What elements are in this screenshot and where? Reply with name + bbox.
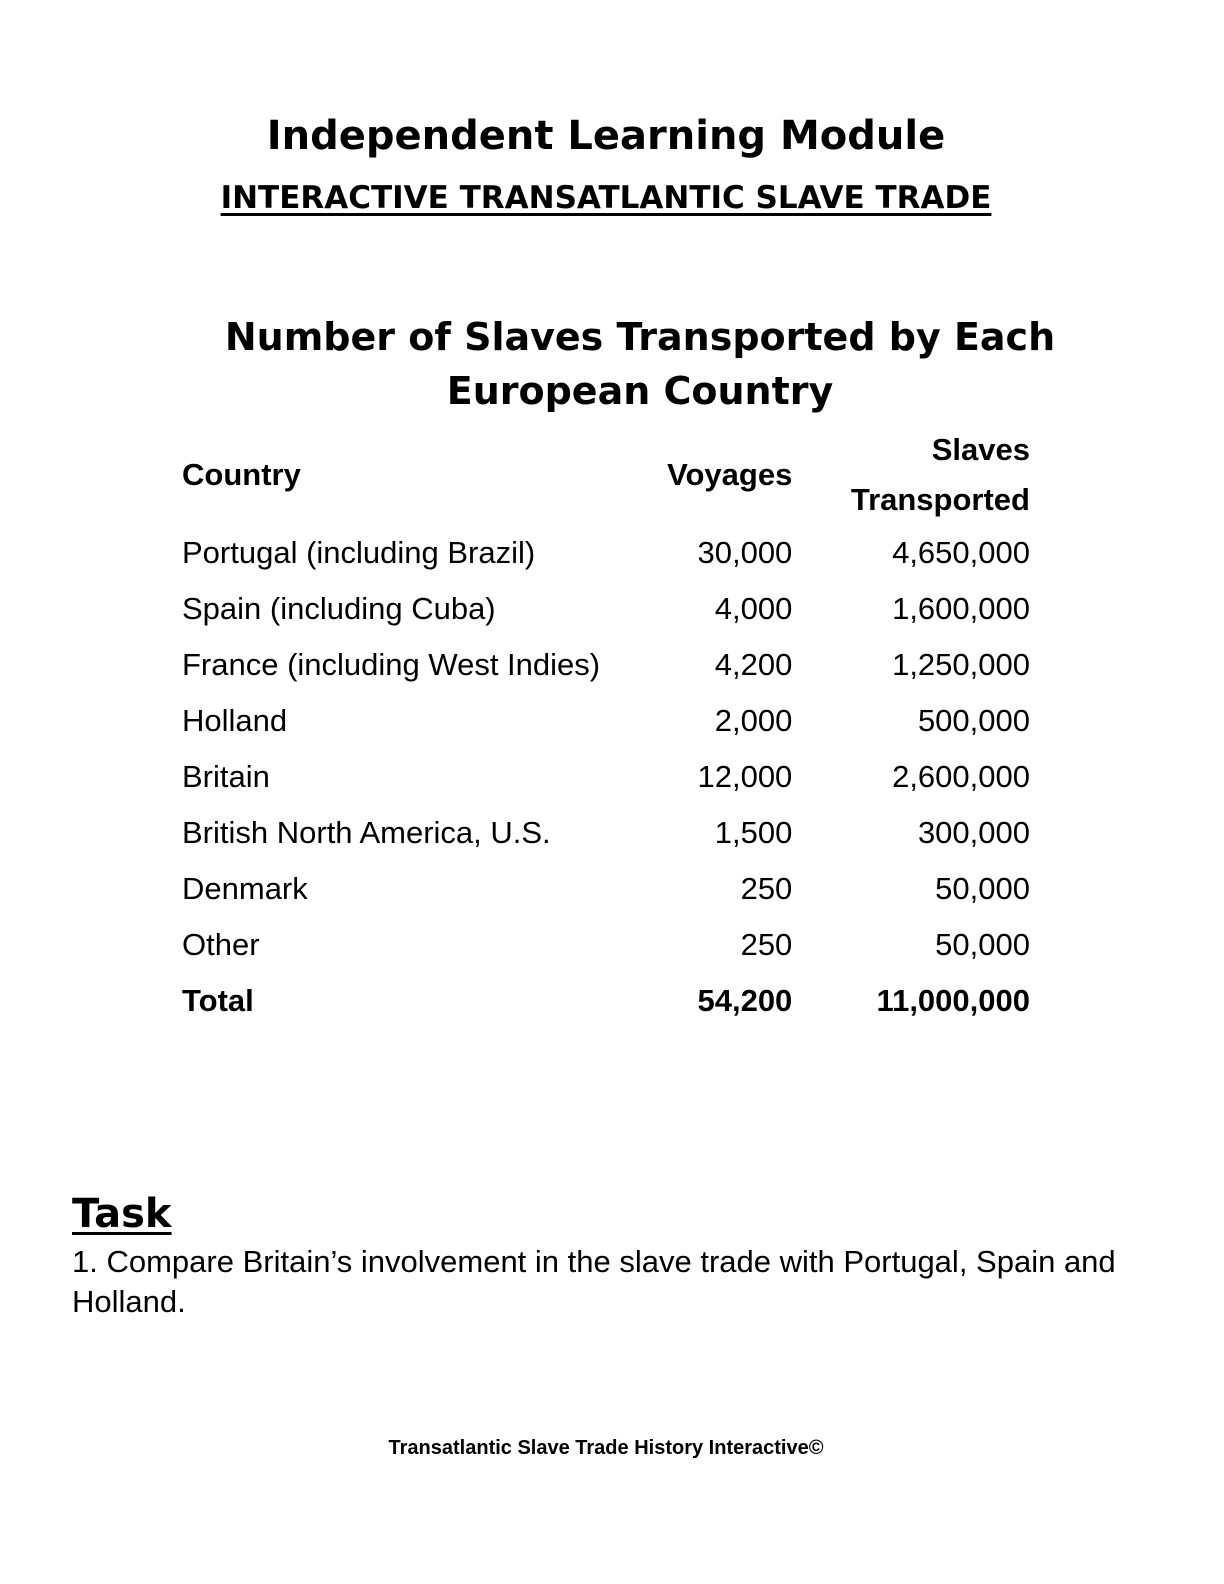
voyages-cell: 4,200 bbox=[714, 647, 793, 682]
country-cell: Holland bbox=[182, 703, 288, 738]
slaves-cell: 1,600,000 bbox=[892, 591, 1030, 626]
voyages-cell: 2,000 bbox=[714, 703, 793, 738]
country-cell: France (including West Indies) bbox=[182, 647, 601, 682]
country-cell: Britain bbox=[182, 759, 270, 794]
country-cell: Spain (including Cuba) bbox=[182, 591, 496, 626]
country-cell: Denmark bbox=[182, 871, 308, 906]
country-cell: British North America, U.S. bbox=[182, 815, 551, 850]
slaves-cell: 50,000 bbox=[935, 927, 1030, 962]
footer-text: Transatlantic Slave Trade History Interactive© bbox=[388, 1437, 824, 1459]
module-subtitle-text: INTERACTIVE TRANSATLANTIC SLAVE TRADE bbox=[220, 180, 992, 216]
table-row bbox=[176, 581, 1036, 637]
table-row bbox=[176, 749, 1036, 805]
column-header-country: Country bbox=[182, 457, 301, 492]
table-row bbox=[176, 525, 1036, 581]
table-row bbox=[176, 637, 1036, 693]
slaves-cell: 4,650,000 bbox=[892, 535, 1030, 570]
slave-trade-table bbox=[176, 425, 1036, 1029]
table-row bbox=[176, 917, 1036, 973]
slaves-cell: 2,600,000 bbox=[892, 759, 1030, 794]
column-header-slaves bbox=[798, 425, 1036, 525]
total-row bbox=[176, 973, 1036, 1029]
table-header-row bbox=[176, 425, 1036, 525]
column-header-slaves-text: Slaves Transported bbox=[850, 432, 1030, 517]
slaves-cell: 1,250,000 bbox=[892, 647, 1030, 682]
module-subtitle bbox=[0, 178, 1212, 218]
table-row bbox=[176, 805, 1036, 861]
total-voyages: 54,200 bbox=[697, 983, 793, 1018]
task-text: 1. Compare Britain’s involvement in the slave trade with Portugal, Spain and Holland. bbox=[72, 1244, 1116, 1319]
slaves-cell: 50,000 bbox=[935, 871, 1030, 906]
country-cell: Portugal (including Brazil) bbox=[182, 535, 536, 570]
slaves-cell: 500,000 bbox=[917, 703, 1030, 738]
voyages-cell: 250 bbox=[740, 871, 793, 906]
slaves-cell: 300,000 bbox=[917, 815, 1030, 850]
column-header-voyages: Voyages bbox=[667, 457, 793, 492]
table-row bbox=[176, 861, 1036, 917]
module-title: Independent Learning Module bbox=[266, 113, 946, 159]
total-slaves: 11,000,000 bbox=[876, 983, 1030, 1018]
country-cell: Other bbox=[182, 927, 260, 962]
voyages-cell: 1,500 bbox=[714, 815, 793, 850]
voyages-cell: 12,000 bbox=[697, 759, 793, 794]
voyages-cell: 250 bbox=[740, 927, 793, 962]
table-title: Number of Slaves Transported by Each European Country bbox=[224, 315, 1056, 413]
voyages-cell: 4,000 bbox=[714, 591, 793, 626]
total-label: Total bbox=[182, 983, 254, 1018]
task-heading: Task bbox=[72, 1191, 172, 1237]
table-row bbox=[176, 693, 1036, 749]
voyages-cell: 30,000 bbox=[697, 535, 793, 570]
